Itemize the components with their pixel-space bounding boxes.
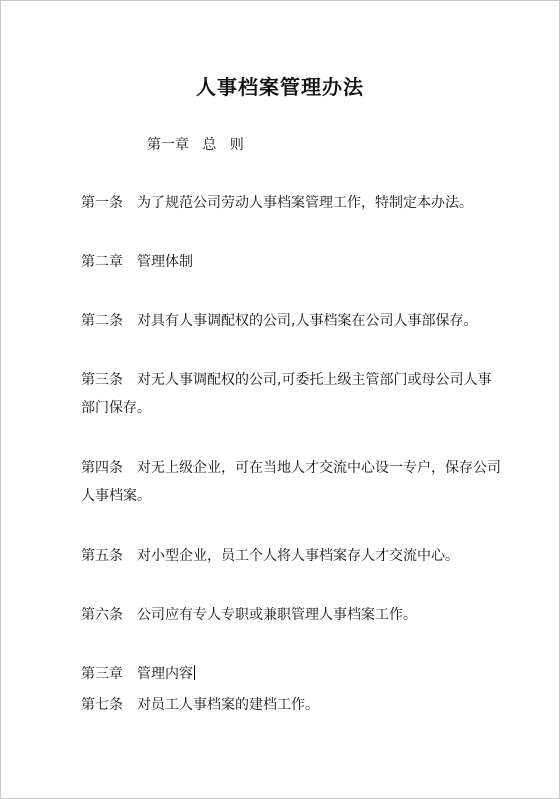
document-title: 人事档案管理办法: [196, 75, 364, 99]
article-1: [81, 189, 501, 217]
article-7: [81, 691, 501, 719]
article-text: 对员工人事档案的建档工作。: [137, 697, 319, 713]
article-text: 公司应有专人专职或兼职管理人事档案工作。: [137, 607, 417, 623]
chapter-text: 管理体制: [137, 254, 193, 270]
article-label: 第六条: [81, 607, 123, 623]
text-cursor: [194, 665, 195, 680]
article-6: [81, 601, 501, 629]
article-label: 第一条: [81, 195, 123, 211]
article-text: 对无人事调配权的公司,可委托上级主管部门或母公司人事部门保存。: [81, 372, 492, 416]
chapter-label: 第三章: [81, 666, 123, 682]
chapter-2: [81, 248, 501, 276]
article-label: 第三条: [81, 372, 123, 388]
chapter-heading: 第一章 总 则: [147, 137, 244, 153]
article-text: 对无上级企业，可在当地人才交流中心设一专户，保存公司人事档案。: [81, 460, 501, 504]
chapter-text: 管理内容: [137, 666, 193, 682]
article-text: 对具有人事调配权的公司,人事档案在公司人事部保存。: [137, 313, 478, 329]
chapter-3: [81, 660, 501, 688]
article-label: 第二条: [81, 313, 123, 329]
article-5: [81, 542, 501, 570]
article-label: 第五条: [81, 548, 123, 564]
article-text: 对小型企业，员工个人将人事档案存人才交流中心。: [137, 548, 459, 564]
article-label: 第四条: [81, 460, 123, 476]
article-text: 为了规范公司劳动人事档案管理工作，特制定本办法。: [137, 195, 473, 211]
article-3: [81, 366, 501, 422]
article-4: [81, 454, 501, 510]
article-label: 第七条: [81, 697, 123, 713]
chapter-label: 第二章: [81, 254, 123, 270]
article-2: [81, 307, 501, 335]
